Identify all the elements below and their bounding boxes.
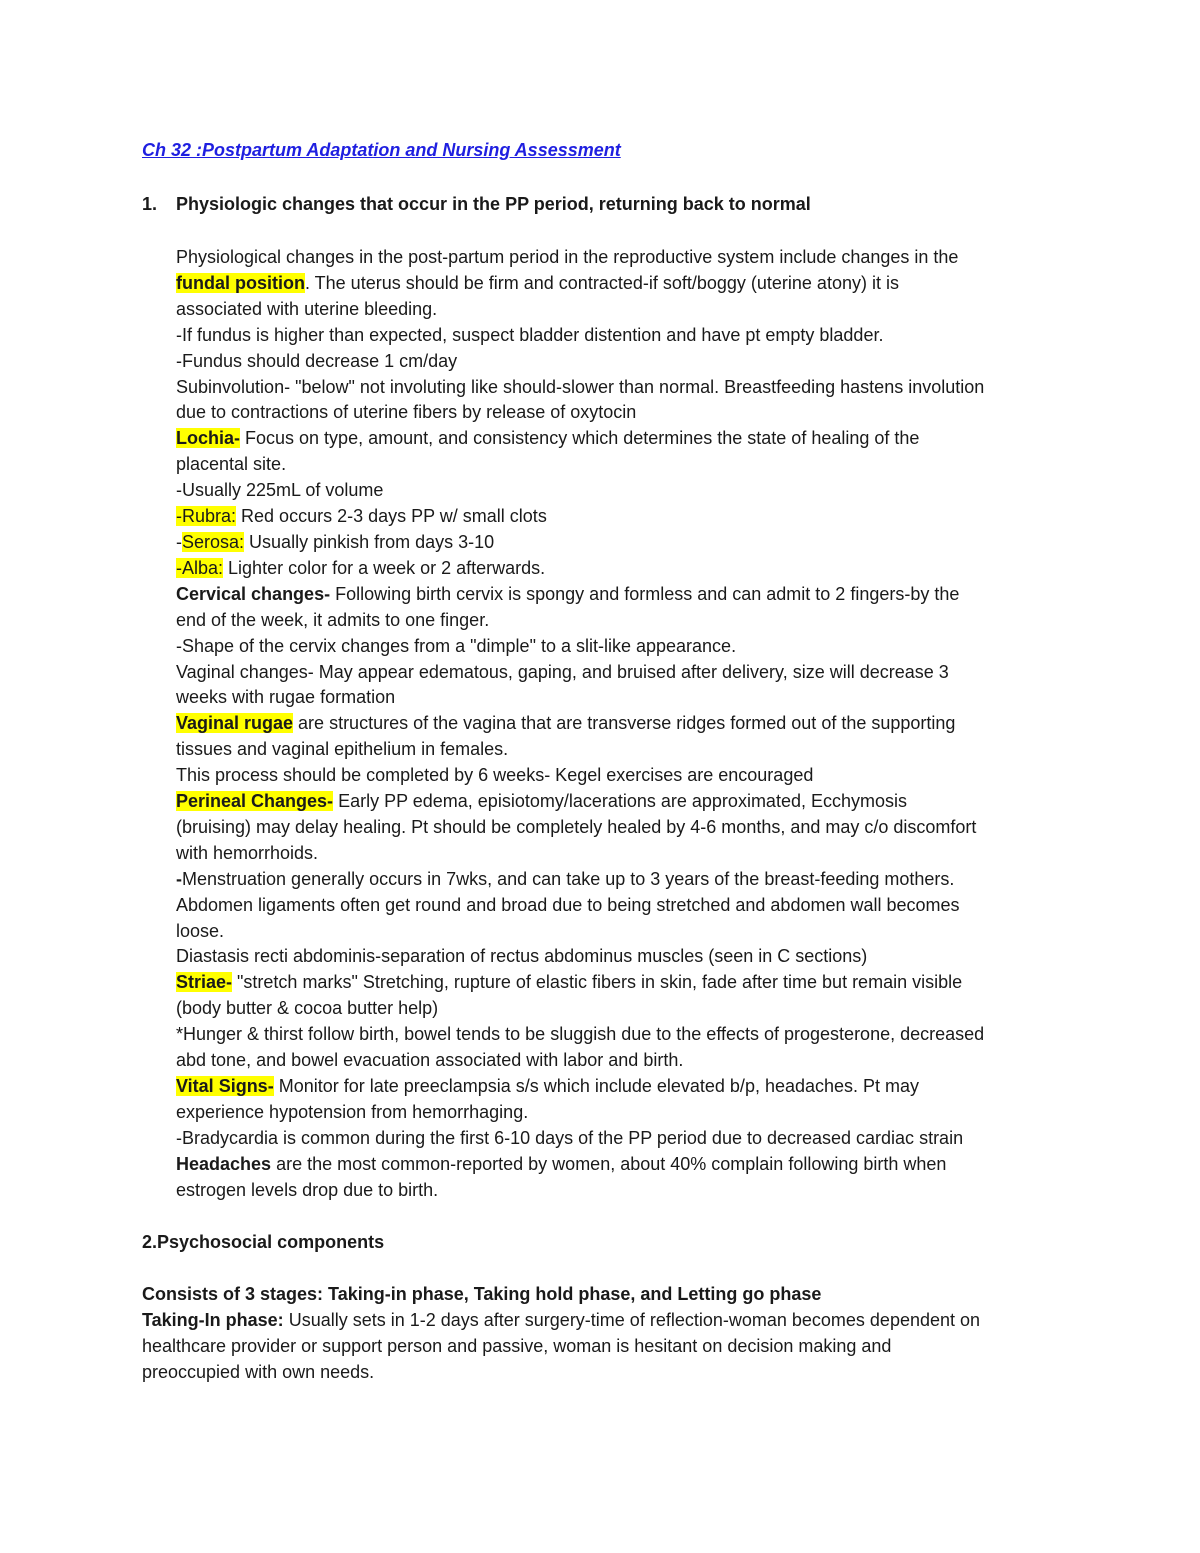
text-line [176, 711, 1076, 737]
text-line: Vaginal changes- May appear edematous, gaping, and bruised after delivery, size will decrease 3 [176, 661, 949, 682]
text-line [176, 1074, 1076, 1100]
text-line [176, 556, 1076, 582]
text-line: Subinvolution- "below" not involuting like should-slower than normal. Breastfeeding hastens involution [176, 376, 985, 397]
section-2-body [142, 1230, 1077, 1385]
text-line: with hemorrhoids. [176, 842, 319, 863]
text-span: Usually sets in 1-2 days after surgery-time of reflection-woman becomes dependent on [283, 1309, 981, 1330]
highlighted-term: Serosa: [182, 531, 245, 552]
text-line: -Usually 225mL of volume [176, 480, 384, 501]
text-line [176, 426, 1076, 452]
text-line: *Hunger & thirst follow birth, bowel tends to be sluggish due to the effects of progesterone, decreased [176, 1024, 985, 1045]
text-line: associated with uterine bleeding. [176, 298, 438, 319]
text-line: healthcare provider or support person and passive, woman is hesitant on decision making and [142, 1335, 892, 1356]
text-line: abd tone, and bowel evacuation associated with labor and birth. [176, 1050, 684, 1071]
section-1-heading [142, 194, 811, 215]
text-line: tissues and vaginal epithelium in females. [176, 739, 509, 760]
text-line: (body butter & cocoa butter help) [176, 998, 439, 1019]
text-line: weeks with rugae formation [176, 687, 396, 708]
text-line: preoccupied with own needs. [142, 1361, 375, 1382]
section-1-body [176, 245, 1076, 1204]
bold-term: - [176, 868, 182, 889]
text-line [176, 867, 1076, 893]
highlighted-term: Vital Signs- [176, 1076, 274, 1096]
text-line: -Shape of the cervix changes from a "dimple" to a slit-like appearance. [176, 635, 737, 656]
highlighted-term: -Rubra: [176, 506, 237, 527]
text-span: Red occurs 2-3 days PP w/ small clots [236, 506, 547, 527]
text-span: Usually pinkish from days 3-10 [244, 531, 495, 552]
text-line: -Fundus should decrease 1 cm/day [176, 350, 458, 371]
text-line: due to contractions of uterine fibers by release of oxytocin [176, 402, 637, 423]
highlighted-term: fundal position [176, 272, 305, 293]
text-line: (bruising) may delay healing. Pt should be completely healed by 4-6 months, and may c/o discomfort [176, 816, 977, 837]
text-span: Following birth cervix is spongy and formless and can admit to 2 fingers-by the [330, 583, 960, 604]
text-span: Menstruation generally occurs in 7wks, and can take up to 3 years of the breast-feeding mothers. [182, 868, 955, 889]
text-span: - [176, 531, 182, 552]
text-span: Early PP edema, episiotomy/lacerations are approximated, Ecchymosis [333, 791, 907, 812]
bold-term: Headaches [176, 1153, 272, 1174]
text-span: are structures of the vagina that are transverse ridges formed out of the supporting [293, 713, 956, 734]
bold-term: Taking-In phase: [142, 1309, 284, 1330]
highlighted-term: -Alba: [176, 557, 224, 578]
text-line: -If fundus is higher than expected, suspect bladder distention and have pt empty bladder. [176, 324, 884, 345]
section-2-heading: 2.Psychosocial components [142, 1232, 385, 1252]
text-line [176, 1152, 1076, 1178]
text-line: loose. [176, 920, 225, 941]
stages-heading: Consists of 3 stages: Taking-in phase, Taking hold phase, and Letting go phase [142, 1283, 822, 1304]
text-span: Monitor for late preeclampsia s/s which include elevated b/p, headaches. Pt may [273, 1076, 920, 1096]
text-line: -Bradycardia is common during the first 6-10 days of the PP period due to decreased cardiac strain [176, 1127, 964, 1148]
text-span: . The uterus should be firm and contracted-if soft/boggy (uterine atony) it is [304, 272, 899, 293]
text-line: Abdomen ligaments often get round and broad due to being stretched and abdomen wall becomes [176, 894, 960, 915]
text-line [142, 1308, 1077, 1334]
text-span: Focus on type, amount, and consistency which determines the state of healing of the [240, 428, 920, 449]
text-line: experience hypotension from hemorrhaging. [176, 1101, 529, 1122]
text-line [176, 582, 1076, 608]
spacer [142, 1256, 1077, 1282]
text-line: placental site. [176, 454, 287, 475]
text-line [176, 970, 1076, 996]
text-line: This process should be completed by 6 weeks- Kegel exercises are encouraged [176, 765, 814, 786]
text-line [176, 504, 1076, 530]
highlighted-term: Striae- [176, 972, 233, 993]
text-line: Diastasis recti abdominis-separation of rectus abdominus muscles (seen in C sections) [176, 946, 868, 967]
section-1-heading-text: Physiologic changes that occur in the PP period, returning back to normal [176, 194, 811, 214]
text-span: "stretch marks" Stretching, rupture of elastic fibers in skin, fade after time but remain visible [232, 972, 963, 993]
highlighted-term: Lochia- [176, 428, 241, 449]
text-line: estrogen levels drop due to birth. [176, 1179, 439, 1200]
text-line: end of the week, it admits to one finger. [176, 609, 490, 630]
document-title: Ch 32 :Postpartum Adaptation and Nursing Assessment [142, 140, 621, 160]
text-span: are the most common-reported by women, about 40% complain following birth when [271, 1153, 947, 1174]
text-line [176, 789, 1076, 815]
highlighted-term: Vaginal rugae [176, 713, 294, 734]
text-line [176, 271, 1076, 297]
text-line [176, 530, 1076, 556]
bold-term: Cervical changes- [176, 583, 331, 604]
text-line: Physiological changes in the post-partum period in the reproductive system include changes in the [176, 247, 959, 267]
highlighted-term: Perineal Changes- [176, 791, 334, 812]
text-span: Lighter color for a week or 2 afterwards. [223, 557, 546, 578]
section-1-number: 1. [142, 194, 158, 214]
